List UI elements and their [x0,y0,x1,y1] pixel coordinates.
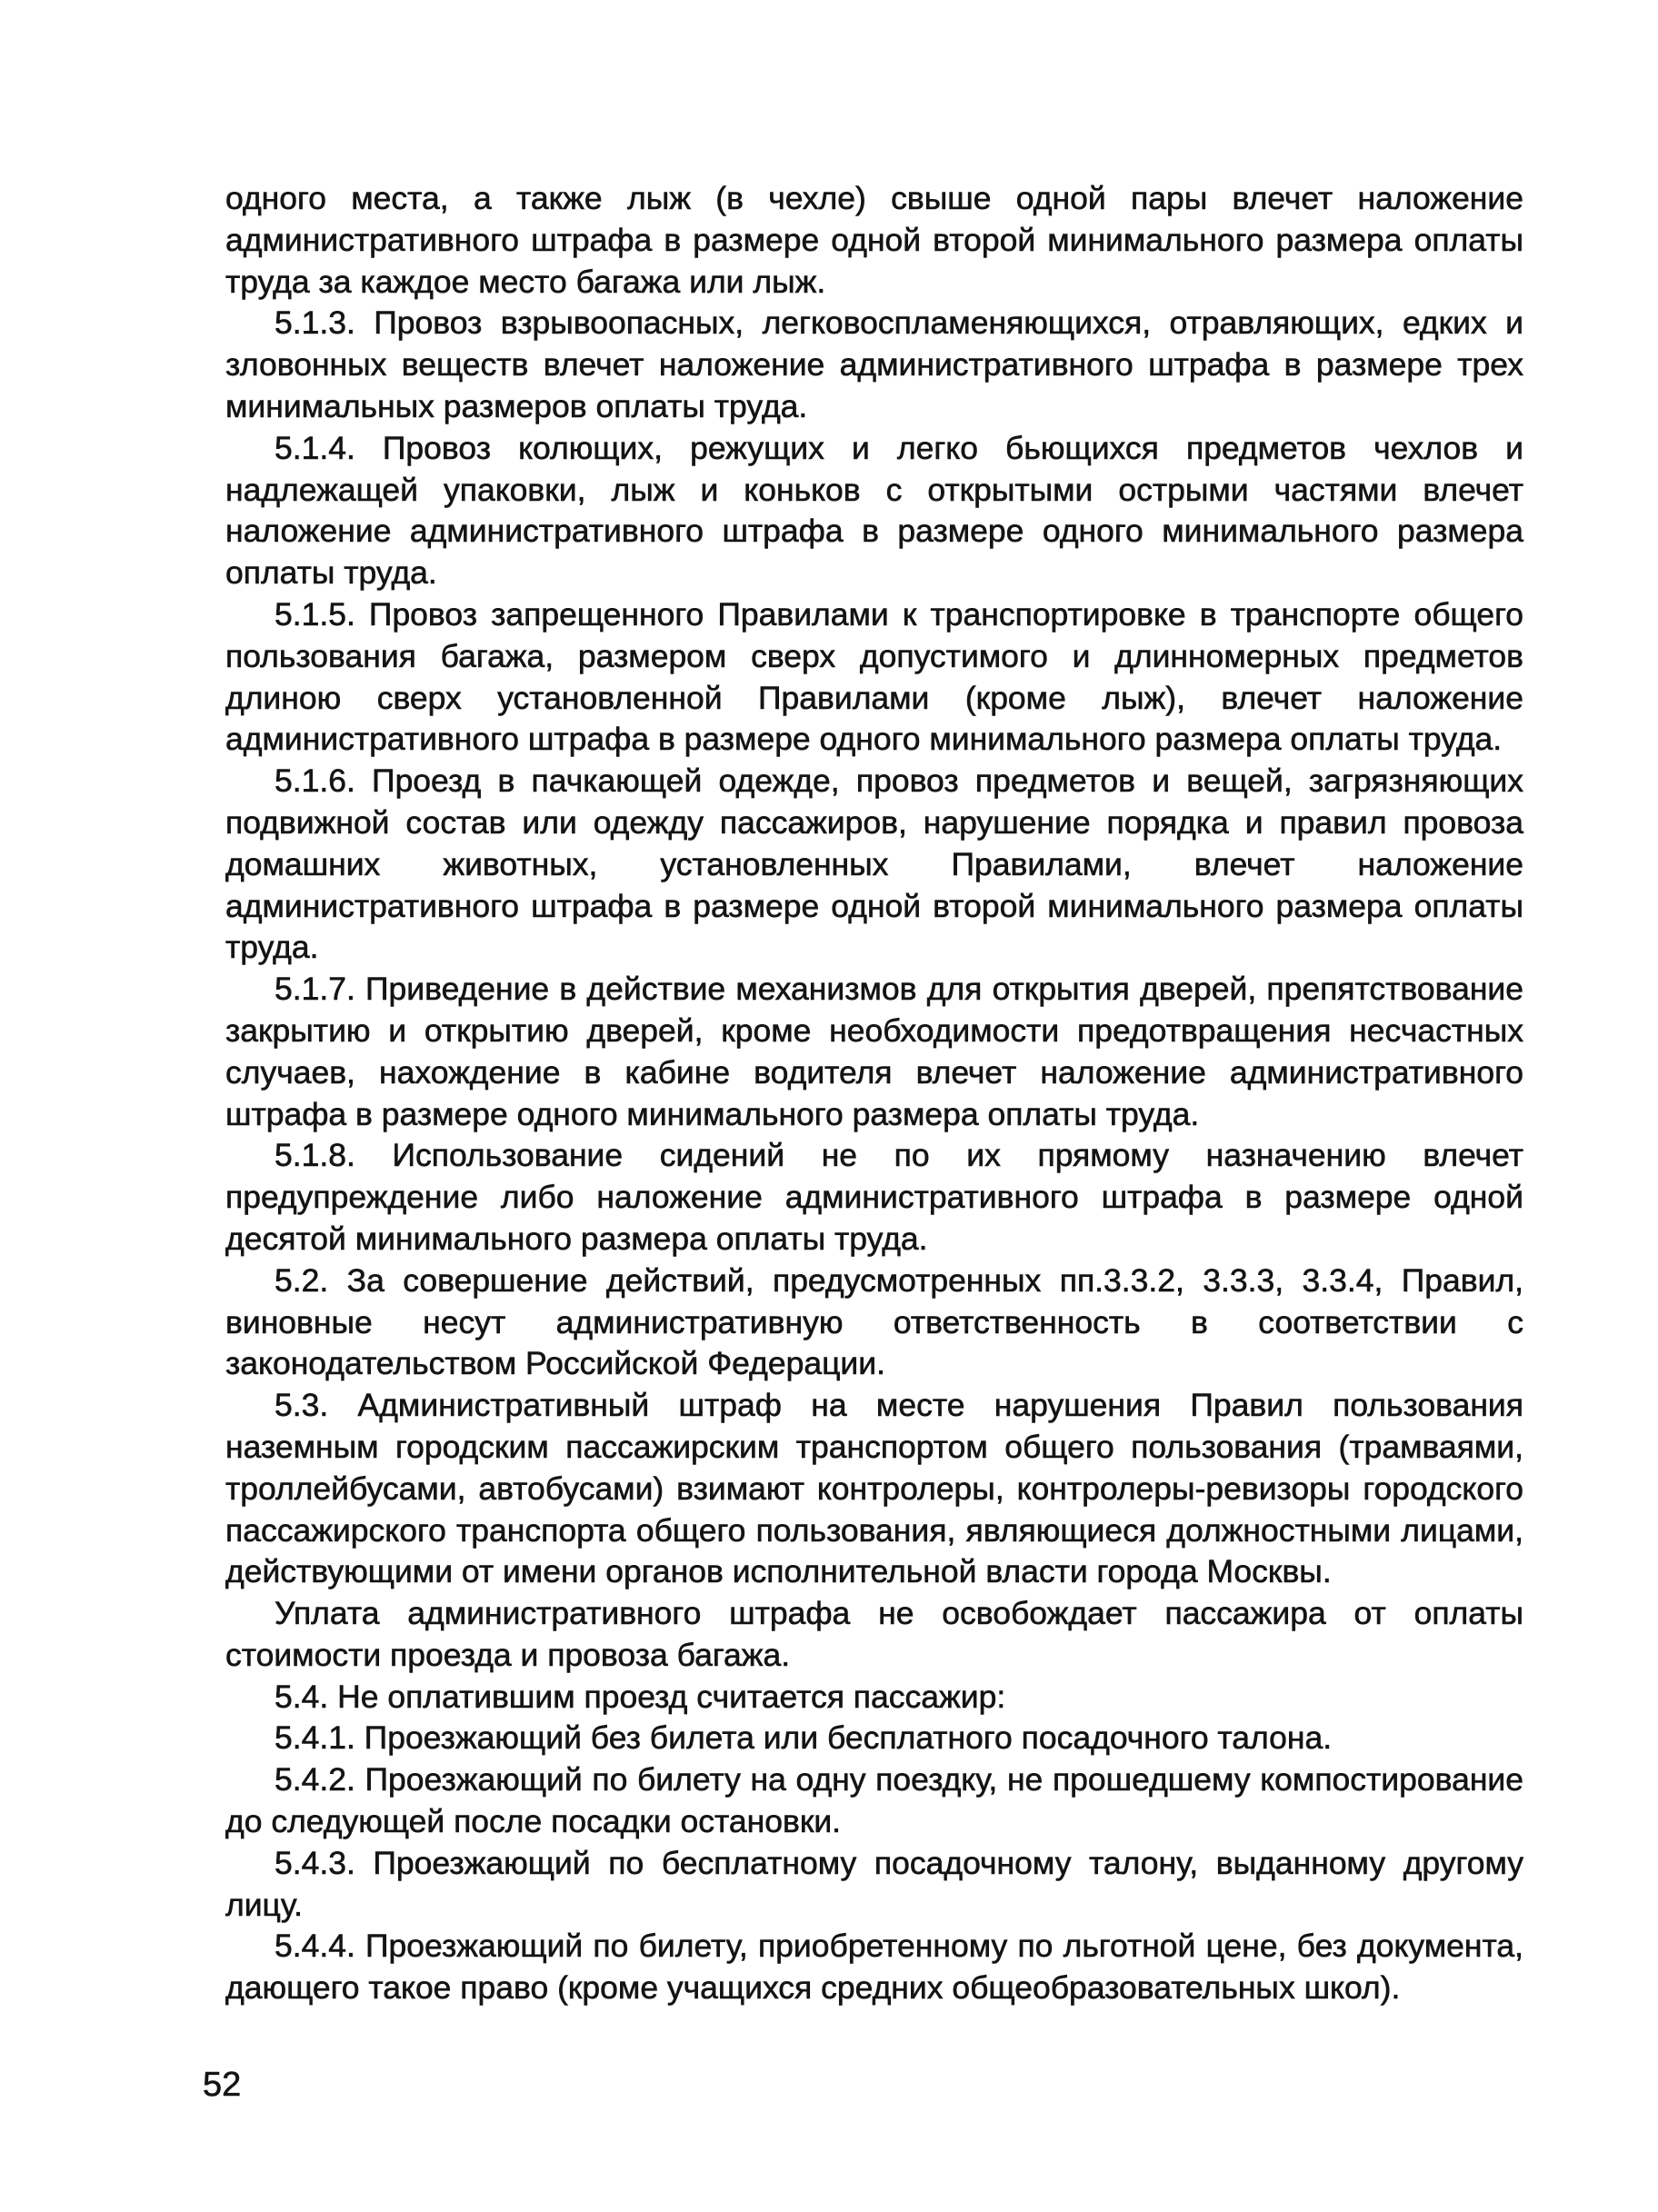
paragraph-5-1-4: 5.1.4. Провоз колющих, режущих и легко бьющихся предметов чехлов и надлежащей упаковки, лыж и коньков с открытыми острыми частями влечет наложение административного штрафа в размере одного минимального размера оплаты труда. [225,429,1523,592]
paragraph-5-4: 5.4. Не оплатившим проезд считается пассажир: [275,1678,1006,1715]
paragraph-5-4-1: 5.4.1. Проезжающий без билета или бесплатного посадочного талона. [275,1719,1333,1757]
body-text [225,178,1523,2009]
paragraph-5-1-5: 5.1.5. Провоз запрещенного Правилами к транспортировке в транспорте общего пользования багажа, размером сверх допустимого и длинномерных предметов длиною сверх установленной Правилами (кроме лыж), влечет наложение административного штрафа в размере одного минимального размера оплаты труда. [225,595,1523,758]
paragraph-5-1-7: 5.1.7. Приведение в действие механизмов для открытия дверей, препятствование закрытию и открытию дверей, кроме необходимости предотвращения несчастных случаев, нахождение в кабине водителя влечет наложение административного штрафа в размере одного минимального размера оплаты труда. [225,971,1523,1132]
paragraph-5-1-8: 5.1.8. Использование сидений не по их прямому назначению влечет предупреждение либо наложение административного штрафа в размере одной десятой минимального размера оплаты труда. [225,1137,1523,1257]
paragraph-5-4-4: 5.4.4. Проезжающий по билету, приобретенному по льготной цене, без документа, дающего такое право (кроме учащихся средних общеобразовательных школ). [225,1928,1523,2007]
paragraph-fine-payment: Уплата административного штрафа не освобождает пассажира от оплаты стоимости проезда и провоза багажа. [225,1595,1523,1673]
paragraph-5-1-6: 5.1.6. Проезд в пачкающей одежде, провоз предметов и вещей, загрязняющих подвижной состав или одежду пассажиров, нарушение порядка и правил провоза домашних животных, установленных Правилами, влечет наложение административного штрафа в размере одной второй минимального размера оплаты труда. [225,762,1523,966]
paragraph-5-1-3: 5.1.3. Провоз взрывоопасных, легковоспламеняющихся, отравляющих, едких и зловонных веществ влечет наложение административного штрафа в размере трех минимальных размеров оплаты труда. [225,304,1523,424]
paragraph-5-2: 5.2. За совершение действий, предусмотренных пп.3.3.2, 3.3.3, 3.3.4, Правил, виновные несут административную ответственность в соответствии с законодательством Российской Федерации. [225,1261,1523,1382]
paragraph-5-3: 5.3. Административный штраф на месте нарушения Правил пользования наземным городским пассажирским транспортом общего пользования (трамваями, троллейбусами, автобусами) взимают контролеры, контролеры-ревизоры городского пассажирского транспорта общего пользования, являющиеся должностными лицами, действующими от имени органов исполнительной власти города Москвы. [225,1387,1523,1590]
page-number: 52 [203,2066,242,2104]
paragraph-5-4-2: 5.4.2. Проезжающий по билету на одну поездку, не прошедшему компостирование до следующей после посадки остановки. [225,1761,1523,1840]
paragraph-5-4-3: 5.4.3. Проезжающий по бесплатному посадочному талону, выданному другому лицу. [225,1844,1523,1923]
paragraph-continuation: одного места, а также лыж (в чехле) свыше одной пары влечет наложение административного штрафа в размере одной второй минимального размера оплаты труда за каждое место багажа или лыж. [225,180,1523,300]
